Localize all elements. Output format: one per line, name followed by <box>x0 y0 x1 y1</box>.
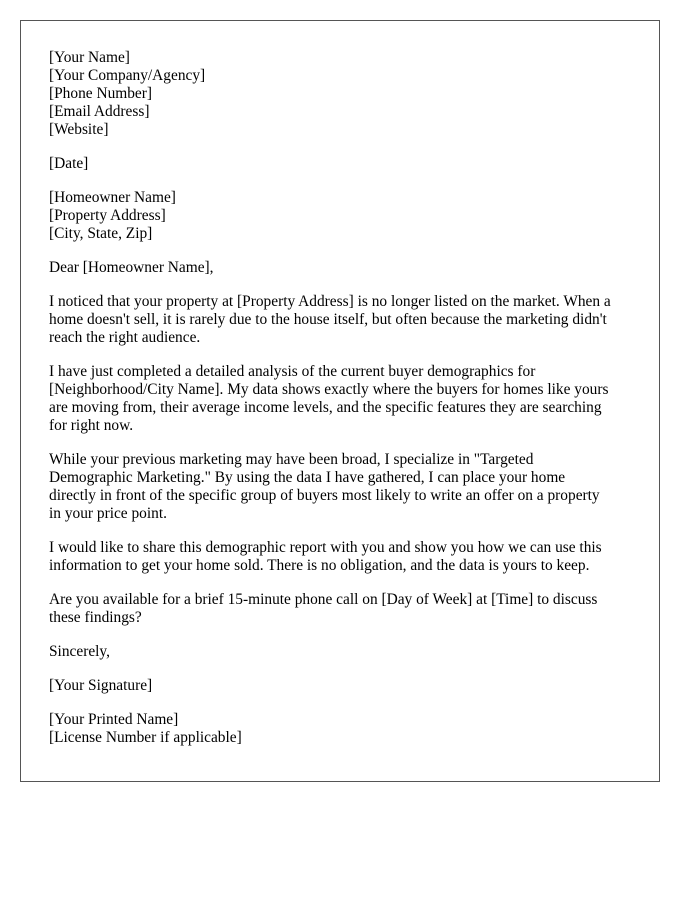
paragraph-line: are moving from, their average income levels, and the specific features they are searching <box>49 399 602 416</box>
body-paragraph <box>49 363 639 435</box>
paragraph-line: reach the right audience. <box>49 329 201 346</box>
sender-website: [Website] <box>49 121 109 138</box>
sender-company: [Your Company/Agency] <box>49 67 206 84</box>
paragraph-line: [Neighborhood/City Name]. My data shows exactly where the buyers for homes like yours <box>49 381 609 398</box>
sender-email: [Email Address] <box>49 103 150 120</box>
paragraph-line: Demographic Marketing." By using the data I have gathered, I can place your home <box>49 469 566 486</box>
paragraph-line: information to get your home sold. There is no obligation, and the data is yours to keep. <box>49 557 590 574</box>
paragraph-line: I noticed that your property at [Property Address] is no longer listed on the market. When a <box>49 293 611 310</box>
recipient-city-state-zip: [City, State, Zip] <box>49 225 153 242</box>
spacer <box>49 173 639 189</box>
spacer <box>49 243 639 259</box>
spacer <box>49 695 639 711</box>
paragraph-line: directly in front of the specific group of buyers most likely to write an offer on a property <box>49 487 600 504</box>
spacer <box>49 347 639 363</box>
paragraph-line: these findings? <box>49 609 142 626</box>
recipient-block <box>49 189 639 243</box>
spacer <box>49 575 639 591</box>
paragraph-line: While your previous marketing may have been broad, I specialize in "Targeted <box>49 451 534 468</box>
spacer <box>49 277 639 293</box>
salutation: Dear [Homeowner Name], <box>49 259 214 276</box>
spacer <box>49 139 639 155</box>
spacer <box>49 661 639 677</box>
recipient-address: [Property Address] <box>49 207 166 224</box>
closing: Sincerely, <box>49 643 110 660</box>
paragraph-line: home doesn't sell, it is rarely due to the house itself, but often because the marketing didn't <box>49 311 607 328</box>
body-paragraph <box>49 293 639 347</box>
sender-block <box>49 49 639 139</box>
recipient-name: [Homeowner Name] <box>49 189 176 206</box>
paragraph-line: for right now. <box>49 417 134 434</box>
paragraph-line: I have just completed a detailed analysis of the current buyer demographics for <box>49 363 536 380</box>
sender-phone: [Phone Number] <box>49 85 153 102</box>
paragraph-line: Are you available for a brief 15-minute phone call on [Day of Week] at [Time] to discuss <box>49 591 598 608</box>
body-paragraph <box>49 539 639 575</box>
printed-name: [Your Printed Name] <box>49 711 179 728</box>
license-number: [License Number if applicable] <box>49 729 242 746</box>
paragraph-line: I would like to share this demographic report with you and show you how we can use this <box>49 539 602 556</box>
spacer <box>49 435 639 451</box>
letter-body <box>49 49 639 747</box>
spacer <box>49 523 639 539</box>
letter-frame <box>20 20 660 782</box>
spacer <box>49 627 639 643</box>
body-paragraph <box>49 451 639 523</box>
paragraph-line: in your price point. <box>49 505 167 522</box>
signature: [Your Signature] <box>49 677 153 694</box>
body-paragraph <box>49 591 639 627</box>
sender-name: [Your Name] <box>49 49 130 66</box>
letter-date: [Date] <box>49 155 89 172</box>
signoff-block <box>49 711 639 747</box>
